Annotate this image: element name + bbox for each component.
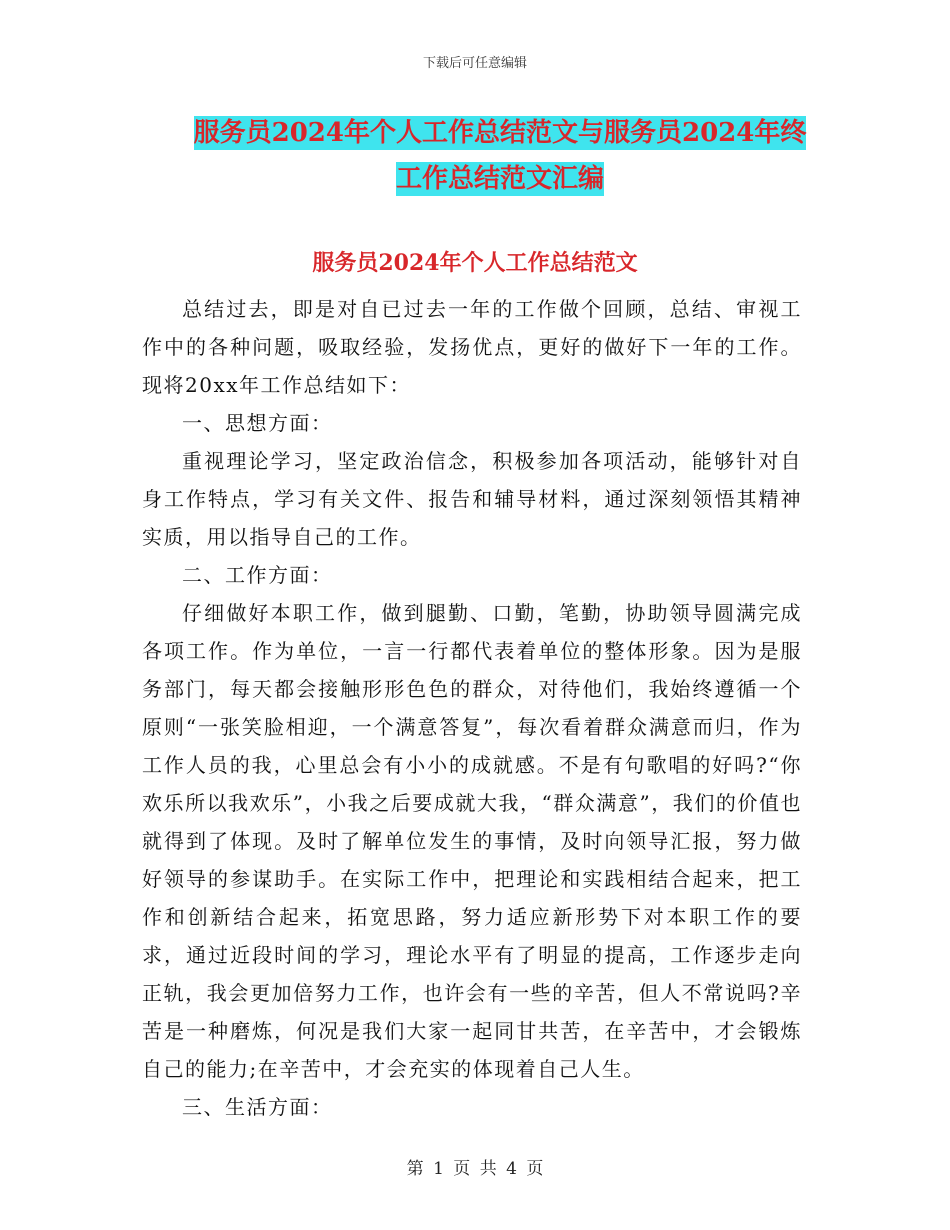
paragraph-intro: 总结过去，即是对自已过去一年的工作做个回顾，总结、审视工作中的各种问题，吸取经验，发扬优点，更好的做好下一年的工作。现将20xx年工作总结如下： xyxy=(142,297,802,397)
document-title xyxy=(190,110,810,202)
paragraph-thought: 重视理论学习，坚定政治信念，积极参加各项活动，能够针对自身工作特点，学习有关文件、报告和辅导材料，通过深刻领悟其精神实质，用以指导自己的工作。 xyxy=(142,449,802,549)
heading-work: 二、工作方面： xyxy=(182,563,333,587)
paragraph-work: 仔细做好本职工作，做到腿勤、口勤，笔勤，协助领导圆满完成各项工作。作为单位，一言一行都代表着单位的整体形象。因为是服务部门，每天都会接触形形色色的群众，对待他们，我始终遵循一个原则“一张笑脸相迎，一个满意答复”，每次看着群众满意而归，作为工作人员的我，心里总会有小小的成就感。不是有句歌唱的好吗?“你欢乐所以我欢乐”，小我之后要成就大我，“群众满意”，我们的价值也就得到了体现。及时了解单位发生的事情，及时向领导汇报，努力做好领导的参谋助手。在实际工作中，把理论和实践相结合起来，把工作和创新结合起来，拓宽思路，努力适应新形势下对本职工作的要求，通过近段时间的学习，理论水平有了明显的提高，工作逐步走向正轨，我会更加倍努力工作，也许会有一些的辛苦，但人不常说吗?辛苦是一种磨炼，何况是我们大家一起同甘共苦，在辛苦中，才会锻炼自己的能力;在辛苦中，才会充实的体现着自己人生。 xyxy=(142,601,802,1081)
document-title-line-2: 工作总结范文汇编 xyxy=(395,164,604,194)
header-note: 下载后可任意编辑 xyxy=(422,56,527,71)
section-title: 服务员2024年个人工作总结范文 xyxy=(312,250,638,276)
document-body xyxy=(142,290,802,1126)
heading-thought: 一、思想方面： xyxy=(182,411,333,435)
page-footer: 第 1 页 共 4 页 xyxy=(406,1159,544,1179)
heading-life: 三、生活方面： xyxy=(182,1095,333,1119)
document-title-line-1: 服务员2024年个人工作总结范文与服务员2024年终 xyxy=(193,118,807,148)
